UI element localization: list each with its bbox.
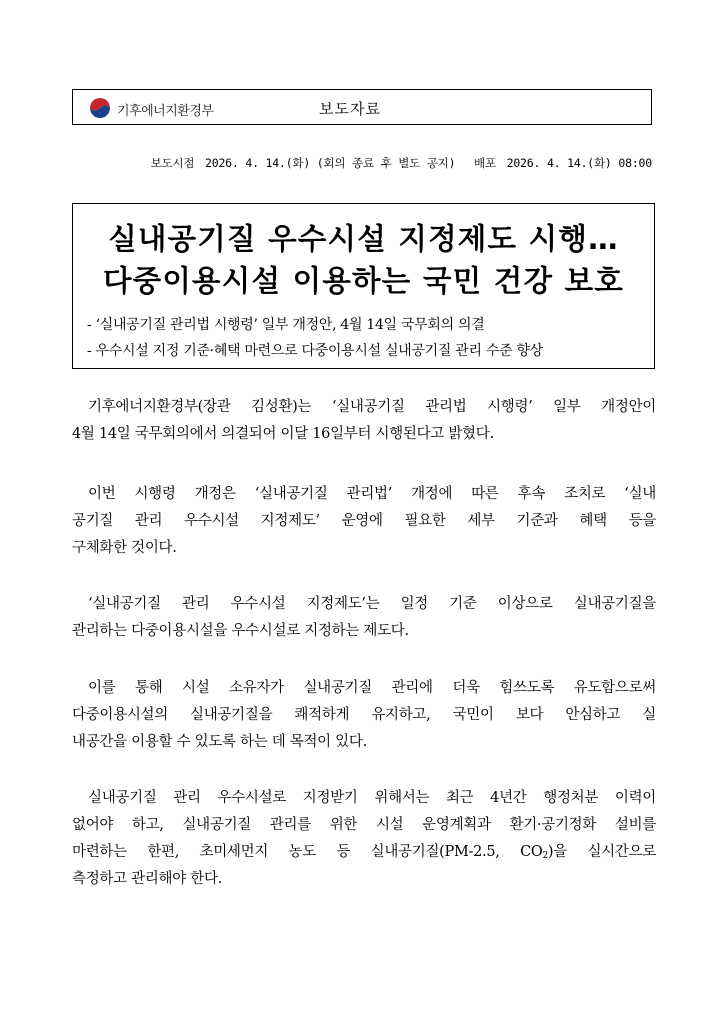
release-dates [0, 155, 652, 171]
paragraph-3 [72, 591, 656, 645]
paragraph-line-tail: )을 실시간으로 [547, 844, 656, 860]
press-release-label: 보도자료 [319, 100, 381, 118]
distribution-label: 배포 [474, 156, 496, 170]
ministry-name: 기후에너지환경부 [117, 104, 214, 119]
paragraph-5 [72, 785, 656, 893]
co2-subscript: 2 [542, 851, 548, 861]
title-box [72, 203, 655, 369]
paragraph-line: 실내공기질 관리 우수시설로 지정받기 위해서는 최근 4년간 행정처분 이력이 [88, 790, 656, 806]
paragraph-line: 공기질 관리 우수시설 지정제도’ 운영에 필요한 세부 기준과 혜택 등을 [72, 513, 656, 529]
paragraph-line: 관리하는 다중이용시설을 우수시설로 지정하는 제도다. [72, 623, 409, 639]
government-logo-icon [89, 97, 111, 119]
paragraph-line [72, 839, 656, 866]
subtitle-2: - 우수시설 지정 기준·혜택 마련으로 다중이용시설 실내공기질 관리 수준 향상 [87, 343, 543, 359]
subtitle-1: - ‘실내공기질 관리법 시행령’ 일부 개정안, 4월 14일 국무회의 의결 [87, 317, 485, 333]
paragraph-2 [72, 481, 656, 562]
paragraph-line: 이번 시행령 개정은 ‘실내공기질 관리법’ 개정에 따른 후속 조치로 ‘실내 [88, 486, 656, 502]
release-time: 2026. 4. 14.(화) (회의 종료 후 별도 공지) [205, 156, 456, 170]
distribution-time: 2026. 4. 14.(화) 08:00 [506, 156, 652, 170]
paragraph-line: 기후에너지환경부(장관 김성환)는 ‘실내공기질 관리법 시행령’ 일부 개정안이 [88, 399, 656, 415]
paragraph-line: 이를 통해 시설 소유자가 실내공기질 관리에 더욱 힘쓰도록 유도함으로써 [88, 680, 656, 696]
paragraph-line: 내공간을 이용할 수 있도록 하는 데 목적이 있다. [72, 734, 367, 750]
header-box [72, 89, 652, 125]
paragraph-4 [72, 675, 656, 756]
paragraph-line: 4월 14일 국무회의에서 의결되어 이달 16일부터 시행된다고 밝혔다. [72, 426, 494, 442]
paragraph-line: 다중이용시설의 실내공기질을 쾌적하게 유지하고, 국민이 보다 안심하고 실 [72, 707, 656, 723]
paragraph-line: 측정하고 관리해야 한다. [72, 871, 222, 887]
paragraph-line: 없어야 하고, 실내공기질 관리를 위한 시설 운영계획과 환기·공기정화 설비를 [72, 817, 656, 833]
paragraph-line-text: 마련하는 한편, 초미세먼지 농도 등 실내공기질(PM-2.5, CO [72, 844, 543, 860]
paragraph-line: 구체화한 것이다. [72, 540, 177, 556]
headline-line-2: 다중이용시설 이용하는 국민 건강 보호 [102, 264, 625, 298]
paragraph-line: ‘실내공기질 관리 우수시설 지정제도’는 일정 기준 이상으로 실내공기질을 [88, 596, 656, 612]
paragraph-1 [72, 394, 656, 448]
release-label: 보도시점 [150, 156, 195, 170]
headline-line-1: 실내공기질 우수시설 지정제도 시행… [108, 222, 619, 256]
